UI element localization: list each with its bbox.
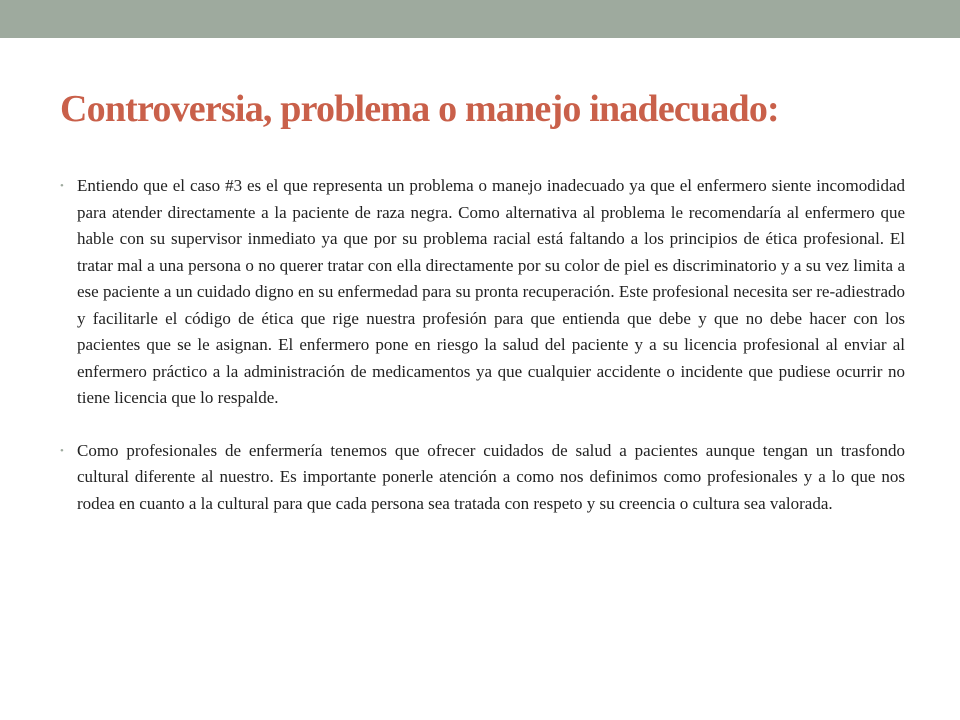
bullet-list — [60, 173, 905, 517]
slide-title: Controversia, problema o manejo inadecuado: — [60, 88, 779, 130]
bullet-item-2 — [60, 438, 905, 518]
bullet-icon: • — [60, 180, 64, 192]
bullet-text-1: Entiendo que el caso #3 es el que representa un problema o manejo inadecuado ya que el enfermero siente incomodidad para atender directamente a la paciente de raza negra. Como alternativa al problema le recomendaría al enfermero que hable con su supervisor inmediato ya que por su problema racial está faltando a los principios de ética profesional. El tratar mal a una persona o no querer tratar con ella directamente por su color de piel es discriminatorio y a su vez limita a ese paciente a un cuidado digno en su enfermedad para su pronta recuperación. Este profesional necesita ser re-adiestrado y facilitarle el código de ética que rige nuestra profesión para que entienda que debe y que no debe hacer con los pacientes que se le asignan. El enfermero pone en riesgo la salud del paciente y a su licencia profesional al enviar al enfermero práctico a la administración de medicamentos ya que cualquier accidente o incidente que pudiese ocurrir no tiene licencia que lo respalde. — [77, 176, 905, 407]
bullet-text-2: Como profesionales de enfermería tenemos que ofrecer cuidados de salud a pacientes aunque tengan un trasfondo cultural diferente al nuestro. Es importante ponerle atención a como nos definimos como profesionales y a lo que nos rodea en cuanto a la cultural para que cada persona sea tratada con respeto y su creencia o cultura sea valorada. — [77, 440, 905, 513]
top-accent-bar — [0, 0, 960, 38]
bullet-item-1 — [60, 173, 905, 412]
bullet-icon: • — [60, 444, 64, 457]
